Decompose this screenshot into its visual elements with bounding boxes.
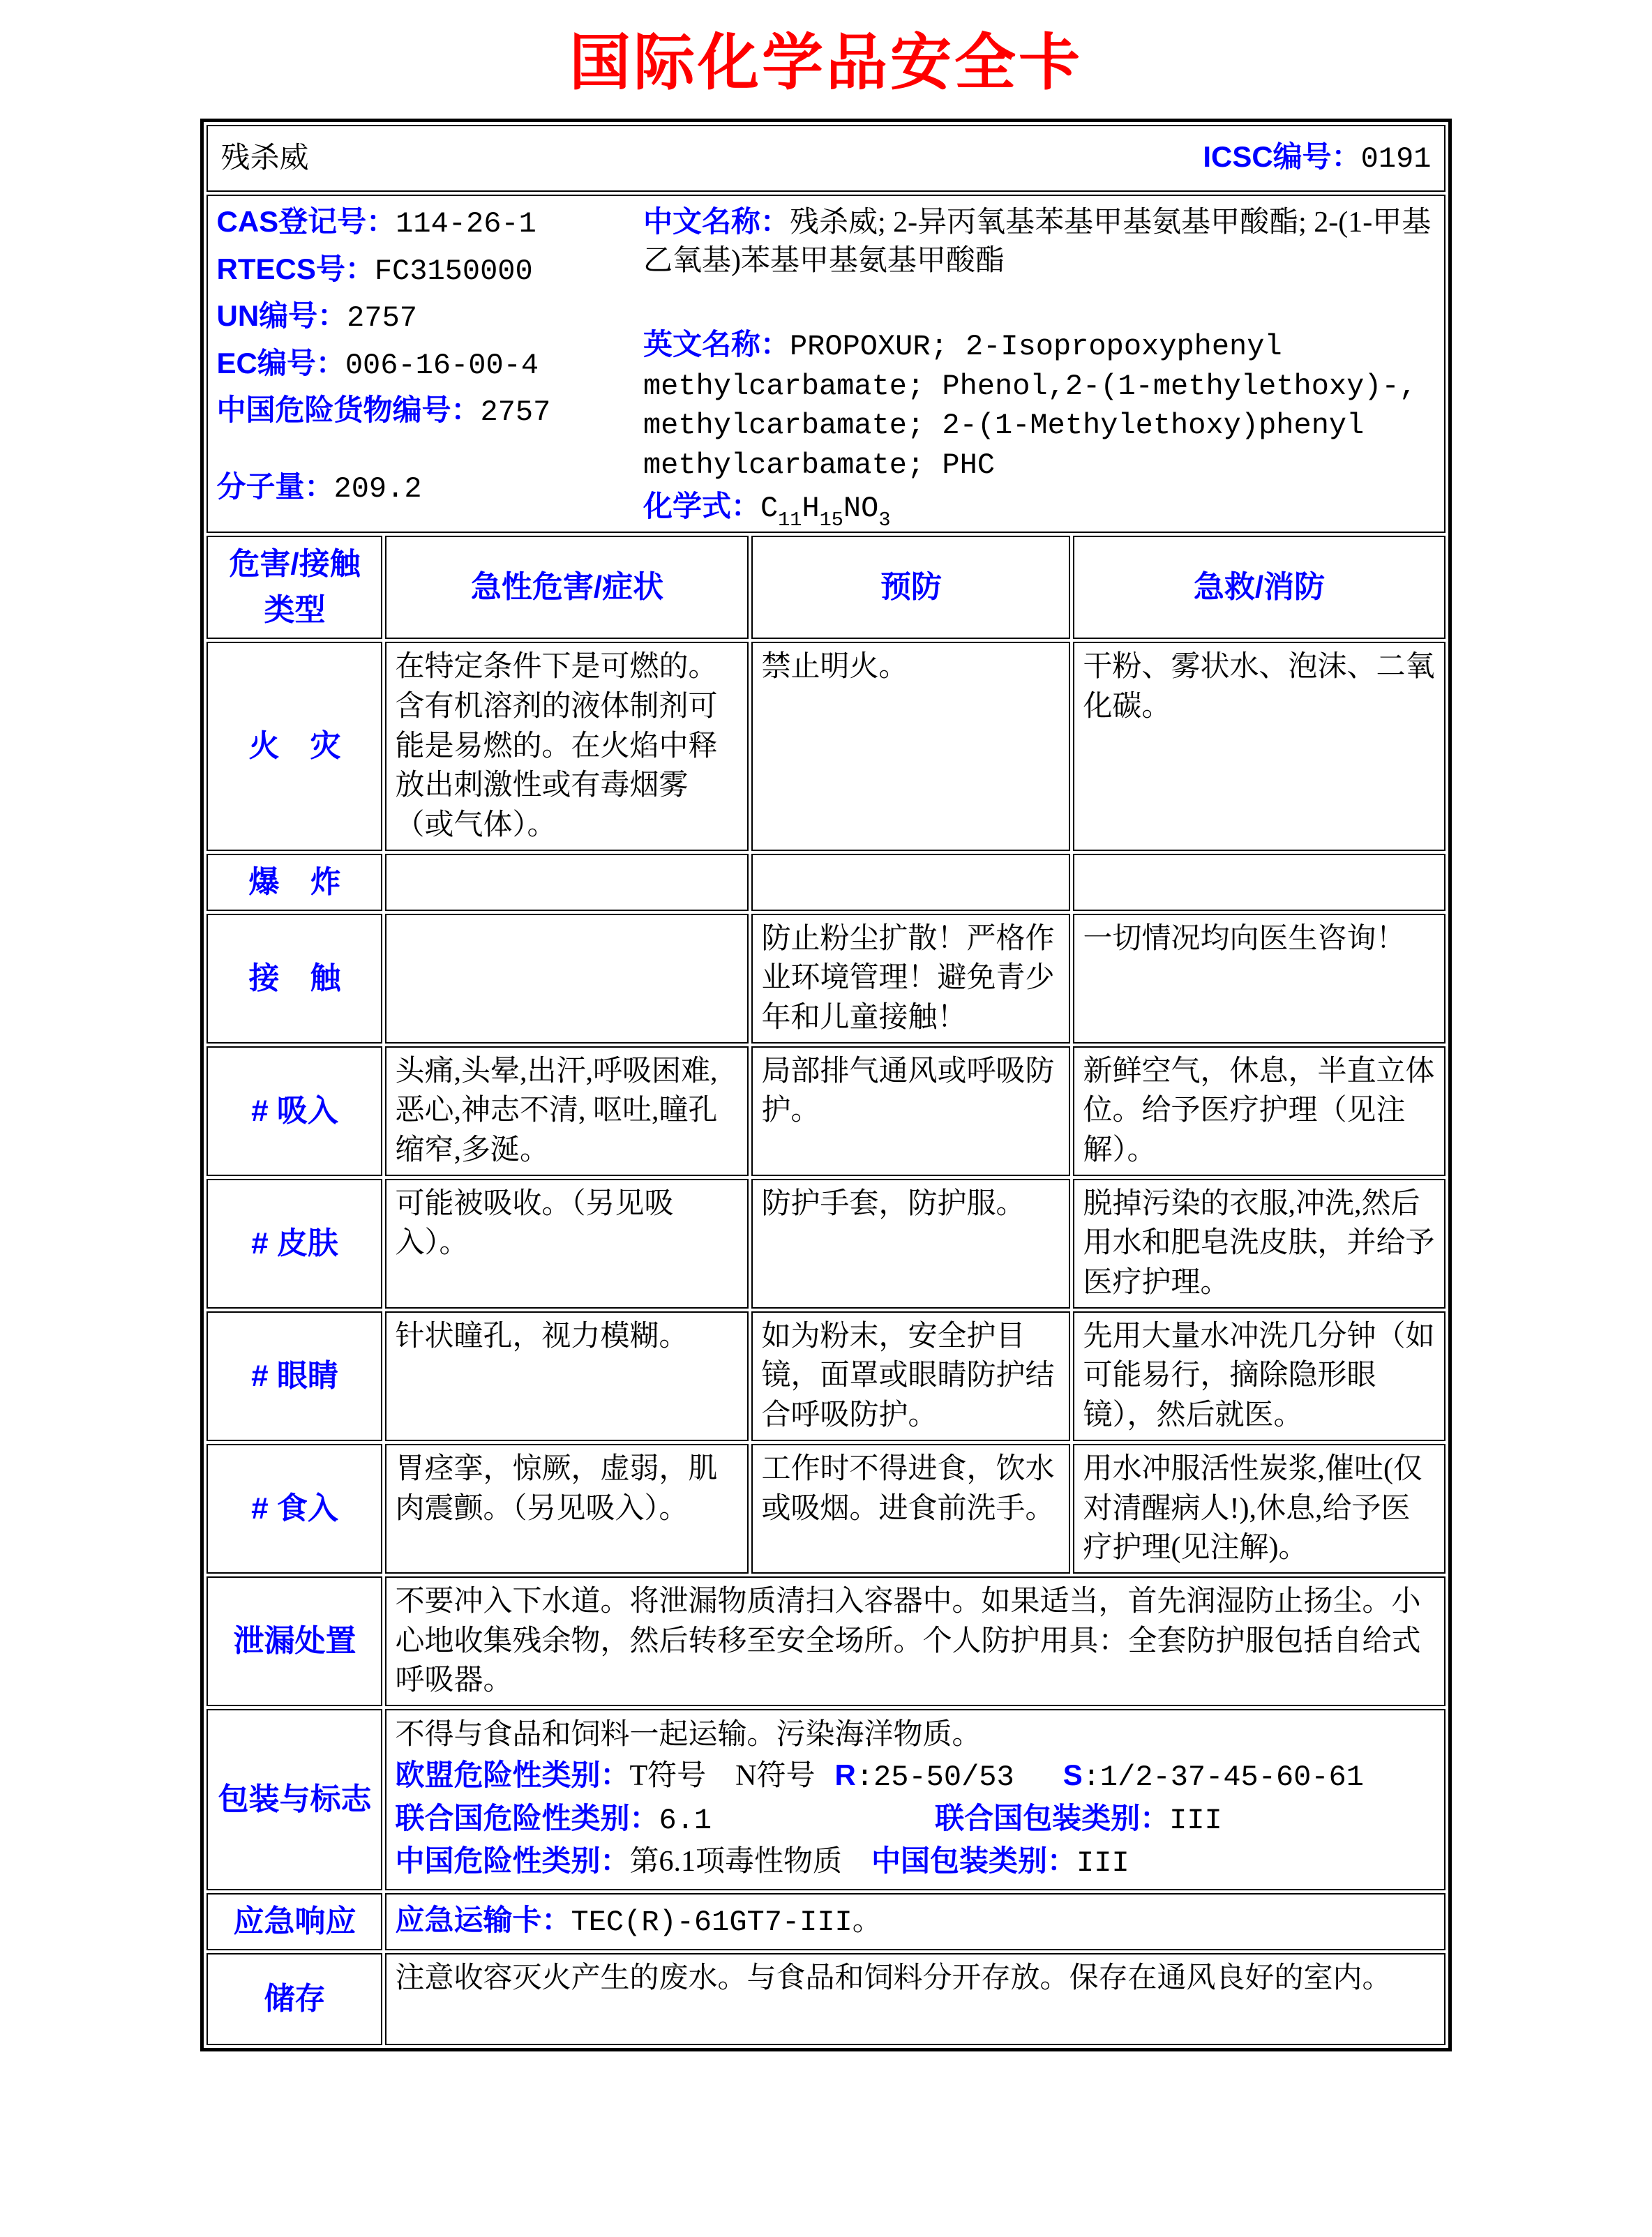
inhalation-response: 新鲜空气，休息，半直立体位。给予医疗护理（见注解）。 bbox=[1073, 1046, 1445, 1176]
hazard-row-ingestion bbox=[206, 1444, 1445, 1574]
row-label-exposure: 接 触 bbox=[206, 914, 382, 1044]
hazard-header-row bbox=[206, 536, 1445, 639]
skin-symptoms: 可能被吸收。（另见吸入）。 bbox=[385, 1179, 749, 1309]
row-label-packaging: 包装与标志 bbox=[206, 1709, 382, 1890]
hazard-row-skin bbox=[206, 1179, 1445, 1309]
icsc-number bbox=[1203, 137, 1431, 179]
packaging-cn-line: 中国危险性类别：第6.1项毒性物质 中国包装类别：III bbox=[395, 1844, 1129, 1881]
transport-card-value: TEC(R)-61GT7-III。 bbox=[571, 1905, 882, 1939]
chinese-name-line: 中文名称：残杀威; 2-异丙氧基苯基甲基氨基甲酸酯; 2-(1-甲基乙氧基)苯基甲基氨基甲酸酯 bbox=[643, 205, 1432, 277]
explosion-symptoms bbox=[385, 854, 749, 911]
header-response: 急救/消防 bbox=[1073, 536, 1445, 639]
un-number: UN编号：2757 bbox=[216, 299, 417, 336]
packaging-eu-line: 欧盟危险性类别：T符号 N符号 R:25-50/53 S:1/2-37-45-60-61 bbox=[395, 1758, 1364, 1795]
hazard-row-inhalation bbox=[206, 1046, 1445, 1176]
identity-cell bbox=[206, 195, 1445, 533]
row-label-inhalation: # 吸入 bbox=[206, 1046, 382, 1176]
packaging-un-line: 联合国危险性类别：6.1 联合国包装类别：III bbox=[395, 1801, 1222, 1837]
row-label-skin: # 皮肤 bbox=[206, 1179, 382, 1309]
ec-number: EC编号：006-16-00-4 bbox=[216, 346, 539, 382]
identifier-list bbox=[216, 200, 643, 527]
title-row bbox=[206, 125, 1445, 192]
fire-symptoms: 在特定条件下是可燃的。含有机溶剂的液体制剂可能是易燃的。在火焰中释放出刺激性或有毒烟雾（或气体）。 bbox=[385, 642, 749, 850]
header-symptoms: 急性危害/症状 bbox=[385, 536, 749, 639]
row-label-spill: 泄漏处置 bbox=[206, 1576, 382, 1706]
cas-number: CAS登记号：114-26-1 bbox=[216, 205, 536, 241]
row-label-storage: 储存 bbox=[206, 1953, 382, 2045]
skin-response: 脱掉污染的衣服,冲洗,然后用水和肥皂洗皮肤，并给予医疗护理。 bbox=[1073, 1179, 1445, 1309]
fire-response: 干粉、雾状水、泡沫、二氧化碳。 bbox=[1073, 642, 1445, 850]
exposure-response: 一切情况均向医生咨询！ bbox=[1073, 914, 1445, 1044]
row-label-ingestion: # 食入 bbox=[206, 1444, 382, 1574]
molecular-weight: 分子量：209.2 bbox=[216, 469, 422, 506]
explosion-prevention bbox=[751, 854, 1070, 911]
packaging-content bbox=[385, 1709, 1445, 1890]
inhalation-symptoms: 头痛,头晕,出汗,呼吸困难,恶心,神志不清, 呕吐,瞳孔缩窄,多涎。 bbox=[385, 1046, 749, 1176]
icsc-number-value: 0191 bbox=[1360, 142, 1432, 176]
page-title: 国际化学品安全卡 bbox=[569, 28, 1083, 97]
name-banner-cell bbox=[206, 125, 1445, 192]
row-label-eyes: # 眼睛 bbox=[206, 1311, 382, 1441]
china-dg-number: 中国危险货物编号：2757 bbox=[216, 393, 551, 430]
exposure-prevention: 防止粉尘扩散！严格作业环境管理！避免青少年和儿童接触！ bbox=[751, 914, 1070, 1044]
header-hazard-type: 危害/接触 类型 bbox=[206, 536, 382, 639]
explosion-response bbox=[1073, 854, 1445, 911]
eyes-prevention: 如为粉末，安全护目镜，面罩或眼睛防护结合呼吸防护。 bbox=[751, 1311, 1070, 1441]
identity-row bbox=[206, 195, 1445, 533]
row-label-explosion: 爆 炸 bbox=[206, 854, 382, 911]
rtecs-number: RTECS号：FC3150000 bbox=[216, 252, 533, 288]
hazard-row-eyes bbox=[206, 1311, 1445, 1441]
row-label-emergency: 应急响应 bbox=[206, 1893, 382, 1950]
row-label-fire: 火 灾 bbox=[206, 642, 382, 850]
skin-prevention: 防护手套，防护服。 bbox=[751, 1179, 1070, 1309]
emergency-row bbox=[206, 1893, 1445, 1950]
packaging-transport-note: 不得与食品和饲料一起运输。污染海洋物质。 bbox=[395, 1718, 982, 1751]
icsc-document bbox=[0, 14, 1652, 2051]
ingestion-response: 用水冲服活性炭浆,催吐(仅对清醒病人!),休息,给予医疗护理(见注解)。 bbox=[1073, 1444, 1445, 1574]
icsc-number-label: ICSC编号： bbox=[1203, 140, 1361, 174]
hazard-row-explosion bbox=[206, 854, 1445, 911]
storage-text: 注意收容灭火产生的废水。与食品和饲料分开存放。保存在通风良好的室内。 bbox=[385, 1953, 1445, 2045]
hazard-row-exposure bbox=[206, 914, 1445, 1044]
inhalation-prevention: 局部排气通风或呼吸防护。 bbox=[751, 1046, 1070, 1176]
spill-row bbox=[206, 1576, 1445, 1706]
exposure-symptoms bbox=[385, 914, 749, 1044]
icsc-table bbox=[200, 119, 1451, 2051]
chemical-name: 残杀威 bbox=[220, 142, 309, 174]
formula-value: $C_{11}H_{15}NO_3$ bbox=[760, 491, 891, 532]
storage-row bbox=[206, 1953, 1445, 2045]
header-prevention: 预防 bbox=[751, 536, 1070, 639]
hazard-row-fire bbox=[206, 642, 1445, 850]
packaging-row bbox=[206, 1709, 1445, 1890]
ingestion-prevention: 工作时不得进食，饮水或吸烟。进食前洗手。 bbox=[751, 1444, 1070, 1574]
ingestion-symptoms: 胃痉挛，惊厥，虚弱，肌肉震颤。（另见吸入）。 bbox=[385, 1444, 749, 1574]
english-name-line: 英文名称：PROPOXUR; 2-Isopropoxyphenyl methylcarbamate; Phenol,2-(1-methylethoxy)-, methylcarbamate; 2-(1-Methylethoxy)phenyl methylcarbamate; PHC bbox=[643, 328, 1417, 482]
emergency-content bbox=[385, 1893, 1445, 1950]
eyes-response: 先用大量水冲洗几分钟（如可能易行，摘除隐形眼镜），然后就医。 bbox=[1073, 1311, 1445, 1441]
names-block bbox=[643, 200, 1436, 532]
transport-card-label: 应急运输卡： bbox=[395, 1903, 571, 1936]
spill-text: 不要冲入下水道。将泄漏物质清扫入容器中。如果适当，首先润湿防止扬尘。小心地收集残余物，然后转移至安全场所。个人防护用具：全套防护服包括自给式呼吸器。 bbox=[385, 1576, 1445, 1706]
eyes-symptoms: 针状瞳孔，视力模糊。 bbox=[385, 1311, 749, 1441]
fire-prevention: 禁止明火。 bbox=[751, 642, 1070, 850]
chemical-formula: 化学式：$C_{11}H_{15}NO_3$ bbox=[643, 489, 891, 532]
